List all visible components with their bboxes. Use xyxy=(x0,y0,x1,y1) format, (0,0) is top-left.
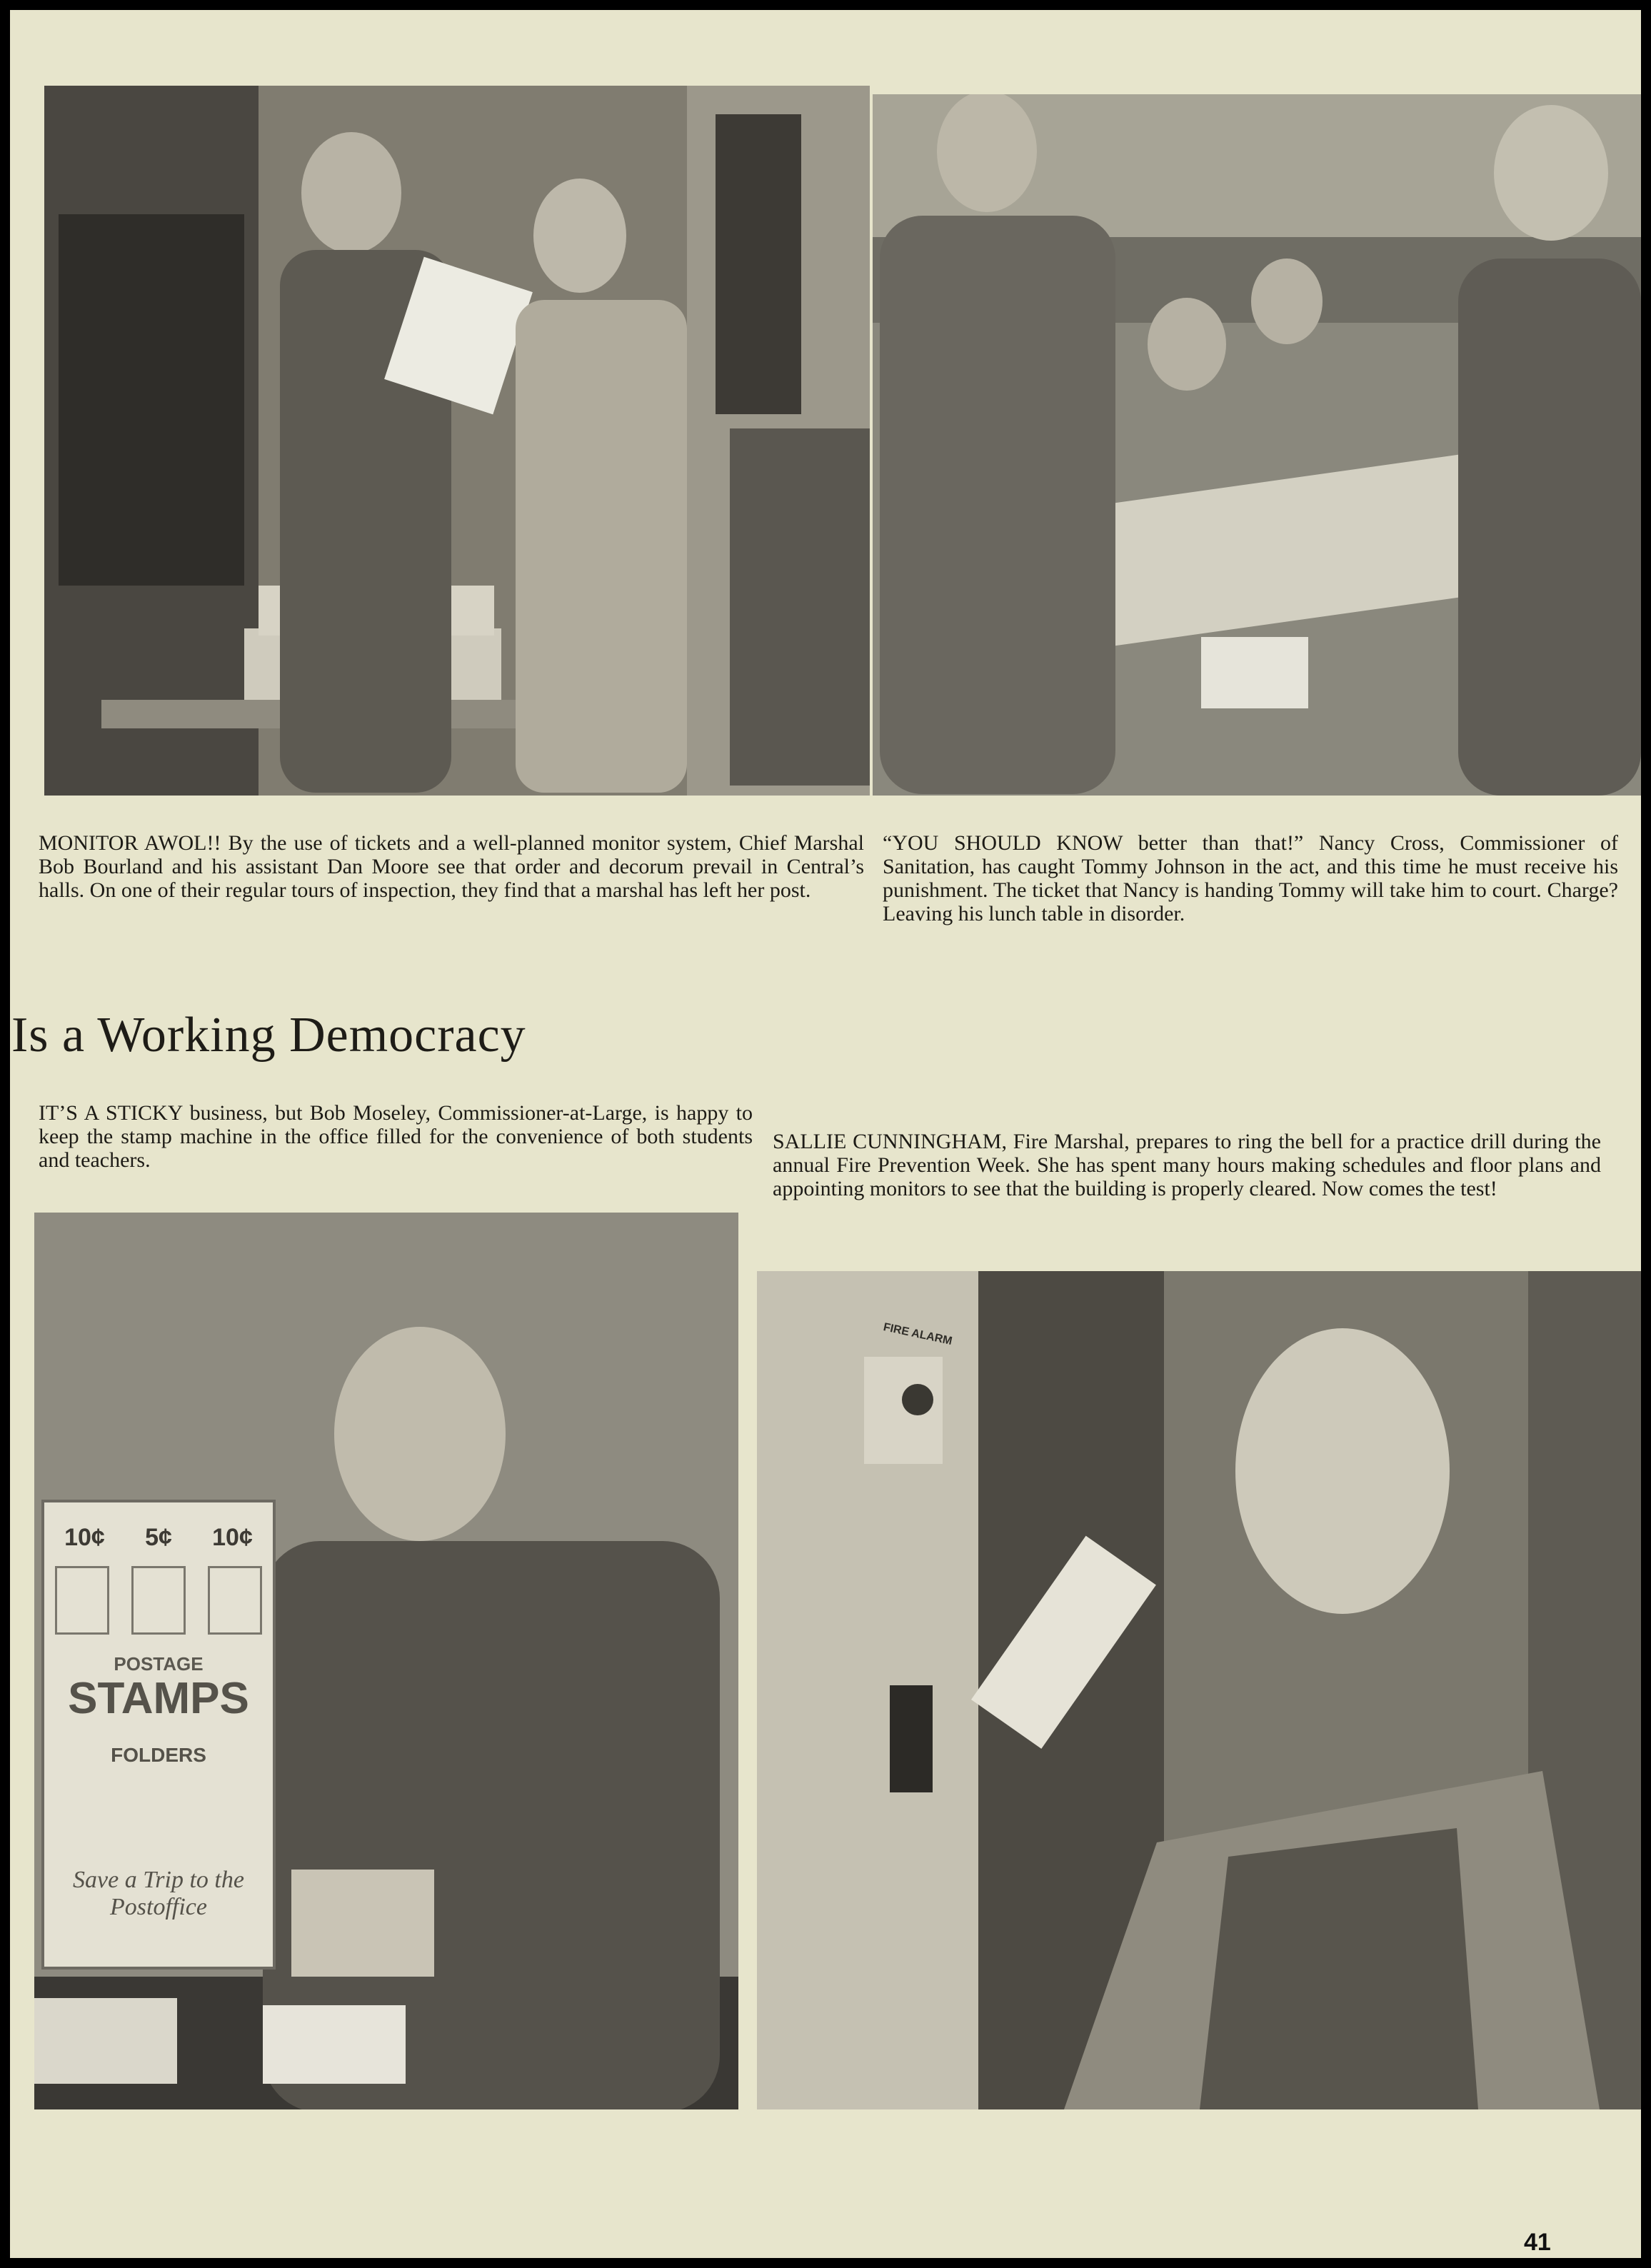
stamp-price-label: 10¢ xyxy=(64,1524,105,1551)
caption-sanitation: “YOU SHOULD KNOW better than that!” Nancy Cross, Commissioner of Sanitation, has caught Tommy Johnson in the act, and this time he must receive his punishment. The ticket that Nancy is handing Tommy will take him to court. Charge? Leaving his lunch table in disorder. xyxy=(883,831,1618,925)
stamp-price-label: 10¢ xyxy=(212,1524,253,1551)
fire-alarm-label: FIRE ALARM xyxy=(882,1321,953,1348)
stamp-slot xyxy=(208,1566,262,1635)
stamp-machine xyxy=(41,1500,276,1970)
stamp-slot xyxy=(131,1566,186,1635)
stamp-slot xyxy=(55,1566,109,1635)
yearbook-page xyxy=(10,10,1641,2258)
photo-fire-marshal xyxy=(757,1271,1641,2109)
stamp-postage-word: POSTAGE xyxy=(114,1653,204,1675)
photo-monitor-marshals xyxy=(44,86,870,796)
stamp-folders-word: FOLDERS xyxy=(111,1744,206,1766)
stamp-slogan: Save a Trip to the Postoffice xyxy=(73,1867,244,1920)
photo-sanitation-ticket xyxy=(873,94,1641,796)
page-number: 41 xyxy=(1524,2229,1551,2256)
stamp-price-label: 5¢ xyxy=(145,1524,172,1551)
section-headline: Is a Working Democracy xyxy=(11,1008,526,1063)
caption-fire-marshal: SALLIE CUNNINGHAM, Fire Marshal, prepares to ring the bell for a practice drill during the annual Fire Prevention Week. She has spent many hours making schedules and floor plans and appointing monitors to see that the building is properly cleared. Now comes the test! xyxy=(773,1130,1601,1200)
stamp-stamps-word: STAMPS xyxy=(68,1674,249,1723)
caption-monitor: MONITOR AWOL!! By the use of tickets and a well-planned monitor system, Chief Marshal Bob Bourland and his assistant Dan Moore see that order and decorum prevail in Central’s halls. On one of their regular tours of inspection, they find that a marshal has left her post. xyxy=(39,831,864,902)
caption-stamps: IT’S A STICKY business, but Bob Moseley, Commissioner-at-Large, is happy to keep the stamp machine in the office filled for the convenience of both students and teachers. xyxy=(39,1101,753,1172)
photo-stamp-machine xyxy=(34,1213,738,2109)
